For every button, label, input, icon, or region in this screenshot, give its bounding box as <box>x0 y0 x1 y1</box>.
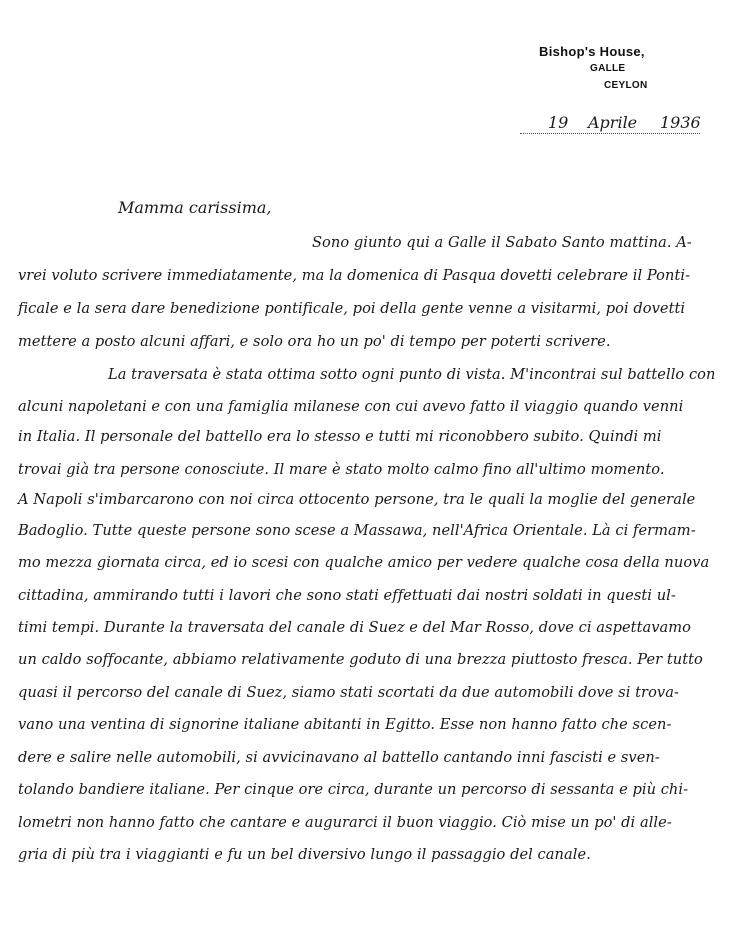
letterhead-country: CEYLON <box>604 80 648 91</box>
body-line: mo mezza giornata circa, ed io scesi con qualche amico per vedere qualche cosa della nuova <box>18 554 710 571</box>
letterhead-city: GALLE <box>590 63 626 74</box>
body-line: Sono giunto qui a Galle il Sabato Santo mattina. A- <box>312 234 692 251</box>
body-line: in Italia. Il personale del battello era lo stesso e tutti mi riconobbero subito. Quindi mi <box>18 428 662 445</box>
letterhead-name: Bishop's House, <box>539 44 645 59</box>
body-line: un caldo soffocante, abbiamo relativamente goduto di una brezza piuttosto fresca. Per tutto <box>18 651 703 668</box>
date-year: 1936 <box>660 113 701 132</box>
date-month: Aprile <box>588 113 638 132</box>
salutation: Mamma carissima, <box>118 198 272 217</box>
letter-date <box>520 113 700 134</box>
body-line: alcuni napoletani e con una famiglia milanese con cui avevo fatto il viaggio quando venni <box>18 398 684 415</box>
body-line: timi tempi. Durante la traversata del canale di Suez e del Mar Rosso, dove ci aspettavamo <box>18 619 692 636</box>
body-line: cittadina, ammirando tutti i lavori che sono stati effettuati dai nostri soldati in questi ul- <box>18 587 676 604</box>
date-day: 19 <box>548 113 569 132</box>
body-line: vrei voluto scrivere immediatamente, ma la domenica di Pasqua dovetti celebrare il Ponti- <box>18 267 691 284</box>
body-line: dere e salire nelle automobili, si avvicinavano al battello cantando inni fascisti e sven- <box>18 749 660 766</box>
body-line: mettere a posto alcuni affari, e solo ora ho un po' di tempo per poterti scrivere. <box>18 333 611 350</box>
body-line: trovai già tra persone conosciute. Il mare è stato molto calmo fino all'ultimo momento. <box>18 461 665 478</box>
body-line: A Napoli s'imbarcarono con noi circa ottocento persone, tra le quali la moglie del generale <box>18 491 696 508</box>
body-line: gria di più tra i viaggianti e fu un bel diversivo lungo il passaggio del canale. <box>18 846 591 863</box>
body-line: ficale e la sera dare benedizione pontificale, poi della gente venne a visitarmi, poi dovetti <box>18 300 686 317</box>
body-line: vano una ventina di signorine italiane abitanti in Egitto. Esse non hanno fatto che scen- <box>18 716 672 733</box>
body-line: lometri non hanno fatto che cantare e augurarci il buon viaggio. Ciò mise un po' di alle- <box>18 814 672 831</box>
body-line: Badoglio. Tutte queste persone sono scese a Massawa, nell'Africa Orientale. Là ci fermam- <box>18 522 696 539</box>
body-line: tolando bandiere italiane. Per cinque ore circa, durante un percorso di sessanta e più chi- <box>18 781 689 798</box>
body-line: La traversata è stata ottima sotto ogni punto di vista. M'incontrai sul battello con <box>108 366 716 383</box>
body-line: quasi il percorso del canale di Suez, siamo stati scortati da due automobili dove si trova- <box>18 684 679 701</box>
